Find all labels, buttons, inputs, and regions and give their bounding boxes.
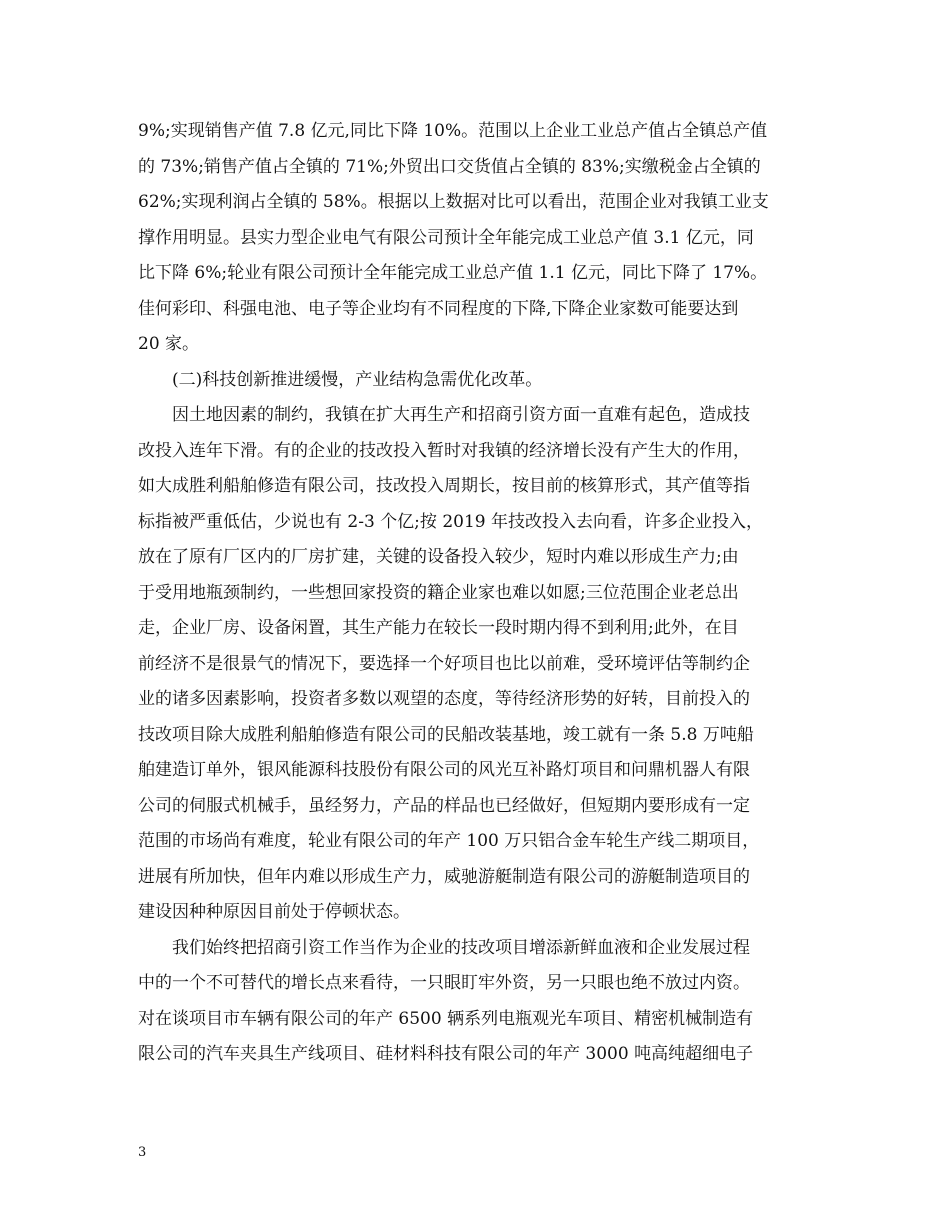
text-line: 62%;实现利润占全镇的 58%。根据以上数据对比可以看出，范围企业对我镇工业支 [138, 192, 769, 212]
text-line: 改投入连年下滑。有的企业的技改投入暂时对我镇的经济增长没有产生大的作用， [138, 440, 750, 461]
text-line: 走，企业厂房、设备闲置，其生产能力在较长一段时期内得不到利用;此外，在目 [138, 618, 739, 638]
text-line: 前经济不是很景气的情况下，要选择一个好项目也比以前难，受环境评估等制约企 [138, 653, 750, 674]
page-number: 3 [138, 1145, 147, 1160]
text-line: 如大成胜利船舶修造有限公司，技改投入周期长，按目前的核算形式，其产值等指 [138, 476, 750, 496]
text-line: 佳何彩印、科强电池、电子等企业均有不同程度的下降,下降企业家数可能要达到 [138, 298, 739, 319]
text-line: 中的一个不可替代的增长点来看待，一只眼盯牢外资，另一只眼也绝不放过内资。 [138, 973, 750, 993]
text-line: 比下降 6%;轮业有限公司预计全年能完成工业总产值 1.1 亿元，同比下降了 17%。 [138, 263, 768, 283]
text-line: 撑作用明显。县实力型企业电气有限公司预计全年能完成工业总产值 3.1 亿元，同 [138, 227, 754, 248]
text-line: 于受用地瓶颈制约，一些想回家投资的籍企业家也难以如愿;三位范围企业老总出 [138, 582, 739, 603]
text-line: 舶建造订单外，银风能源科技股份有限公司的风光互补路灯项目和问鼎机器人有限 [138, 760, 750, 780]
text-line: 标指被严重低估，少说也有 2-3 个亿;按 2019 年技改投入去向看，许多企业投入， [138, 511, 763, 532]
text-line: 的 73%;销售产值占全镇的 71%;外贸出口交货值占全镇的 83%;实缴税金占全镇的 [138, 156, 761, 177]
text-line: 范围的市场尚有难度，轮业有限公司的年产 100 万只铝合金车轮生产线二期项目， [138, 831, 760, 851]
text-line: 公司的伺服式机械手，虽经努力，产品的样品也已经做好，但短期内要形成有一定 [138, 795, 750, 816]
text-line: 进展有所加快，但年内难以形成生产力，威驰游艇制造有限公司的游艇制造项目的 [138, 866, 750, 887]
text-line: 技改项目除大成胜利船舶修造有限公司的民船改装基地，竣工就有一条 5.8 万吨船 [138, 724, 754, 745]
text-line: 限公司的汽车夹具生产线项目、硅材料科技有限公司的年产 3000 吨高纯超细电子 [138, 1044, 754, 1064]
text-line: 对在谈项目市车辆有限公司的年产 6500 辆系列电瓶观光车项目、精密机械制造有 [138, 1008, 754, 1029]
text-line: 建设因种种原因目前处于停顿状态。 [138, 902, 410, 922]
text-line: 因土地因素的制约，我镇在扩大再生产和招商引资方面一直难有起色，造成技 [138, 405, 750, 425]
section-heading: (二)科技创新推进缓慢，产业结构急需优化改革。 [138, 369, 543, 390]
body-text [138, 116, 812, 1075]
text-line: 放在了原有厂区内的厂房扩建，关键的设备投入较少，短时内难以形成生产力;由 [138, 547, 739, 567]
text-line: 我们始终把招商引资工作当作为企业的技改项目增添新鲜血液和企业发展过程 [138, 937, 750, 958]
text-line: 20 家。 [138, 334, 200, 354]
text-line: 9%;实现销售产值 7.8 亿元,同比下降 10%。范围以上企业工业总产值占全镇总产值 [138, 121, 768, 141]
text-line: 业的诸多因素影响，投资者多数以观望的态度，等待经济形势的好转，目前投入的 [138, 689, 750, 709]
